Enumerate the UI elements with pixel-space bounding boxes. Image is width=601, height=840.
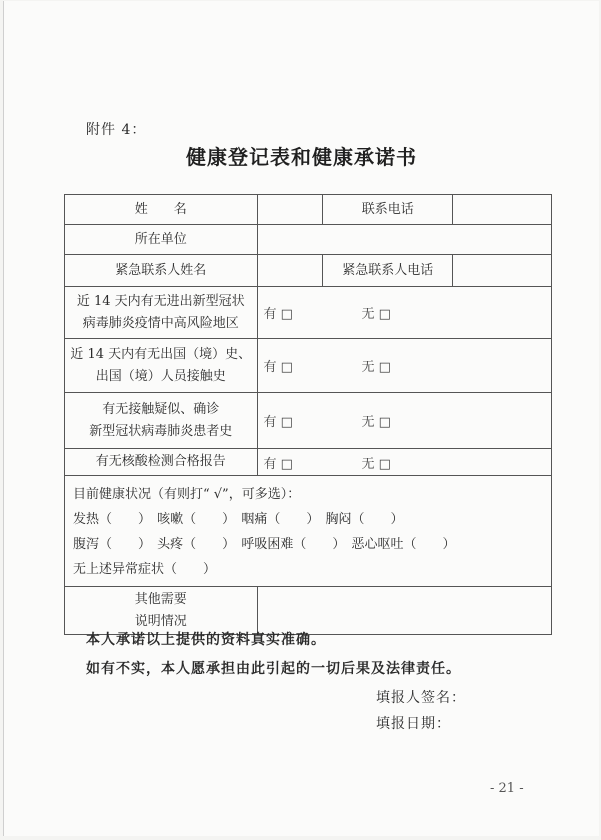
health-registration-table	[64, 194, 552, 635]
no-checkbox[interactable]: 无 □	[361, 456, 391, 472]
attachment-label: 附件 4：	[86, 122, 147, 138]
page-number: - 21 -	[490, 781, 524, 796]
symptom-sore-throat[interactable]: 咽痛（ ）	[241, 512, 320, 527]
symptom-breathing-difficulty[interactable]: 呼吸困难（ ）	[241, 537, 346, 552]
signature-label: 填报人签名：	[376, 690, 466, 706]
table-row	[65, 393, 552, 449]
table-row	[65, 255, 552, 287]
yes-checkbox[interactable]: 有 □	[263, 456, 293, 472]
symptom-cough[interactable]: 咳嗽（ ）	[157, 512, 236, 527]
symptom-row	[73, 557, 543, 582]
table-row	[65, 339, 552, 393]
answer-nucleic-test	[257, 449, 551, 476]
emergency-phone-field[interactable]	[453, 255, 552, 287]
question-nucleic-test: 有无核酸检测合格报告	[65, 449, 258, 476]
health-status-section	[65, 476, 552, 587]
unit-field[interactable]	[257, 225, 551, 255]
unit-label: 所在单位	[65, 225, 258, 255]
table-row	[65, 195, 552, 225]
question-line: 新型冠状病毒肺炎患者史	[89, 423, 233, 439]
question-line: 近 14 天内有无进出新型冠状	[76, 293, 245, 309]
question-line: 出国（境）人员接触史	[95, 368, 226, 384]
phone-field[interactable]	[453, 195, 552, 225]
emergency-name-field[interactable]	[257, 255, 323, 287]
other-notes-field[interactable]	[257, 587, 551, 635]
no-checkbox[interactable]: 无 □	[361, 307, 391, 322]
answer-high-risk-area	[257, 287, 551, 339]
symptom-chest-tightness[interactable]: 胸闷（ ）	[325, 512, 404, 527]
question-high-risk-area	[65, 287, 258, 339]
phone-label: 联系电话	[323, 195, 453, 225]
table-row	[65, 225, 552, 255]
table-row	[65, 587, 552, 635]
emergency-name-label: 紧急联系人姓名	[65, 255, 258, 287]
question-line: 近 14 天内有无出国（境）史、	[70, 346, 252, 362]
name-label: 姓 名	[65, 195, 258, 225]
no-checkbox[interactable]: 无 □	[361, 415, 391, 430]
pledge-line-2: 如有不实，本人愿承担由此引起的一切后果及法律责任。	[86, 661, 461, 677]
document-page	[3, 1, 599, 836]
symptom-fever[interactable]: 发热（ ）	[73, 512, 152, 527]
symptom-nausea-vomiting[interactable]: 恶心呕吐（ ）	[351, 537, 456, 552]
yes-checkbox[interactable]: 有 □	[263, 415, 293, 430]
answer-overseas-travel	[257, 339, 551, 393]
form-title: 健康登记表和健康承诺书	[186, 145, 417, 169]
emergency-phone-label: 紧急联系人电话	[323, 255, 453, 287]
symptom-row	[73, 532, 543, 557]
no-checkbox[interactable]: 无 □	[361, 360, 391, 375]
other-notes-label	[65, 587, 258, 635]
health-status-title: 目前健康状况（有则打“ √”，可多选）：	[73, 487, 301, 502]
question-line: 病毒肺炎疫情中高风险地区	[82, 315, 239, 331]
symptom-none[interactable]: 无上述异常症状（ ）	[73, 562, 217, 577]
symptom-diarrhea[interactable]: 腹泻（ ）	[73, 537, 152, 552]
question-patient-contact	[65, 393, 258, 449]
symptom-headache[interactable]: 头疼（ ）	[157, 537, 236, 552]
question-overseas-travel	[65, 339, 258, 393]
pledge-line-1: 本人承诺以上提供的资料真实准确。	[86, 632, 326, 648]
yes-checkbox[interactable]: 有 □	[263, 307, 293, 322]
symptom-row	[73, 507, 543, 532]
name-field[interactable]	[257, 195, 323, 225]
table-row	[65, 287, 552, 339]
other-notes-line: 说明情况	[134, 613, 187, 629]
table-row	[65, 476, 552, 587]
yes-checkbox[interactable]: 有 □	[263, 360, 293, 375]
table-row	[65, 449, 552, 476]
other-notes-line: 其他需要	[134, 591, 187, 607]
question-line: 有无接触疑似、确诊	[102, 401, 220, 417]
date-label: 填报日期：	[376, 716, 451, 732]
answer-patient-contact	[257, 393, 551, 449]
